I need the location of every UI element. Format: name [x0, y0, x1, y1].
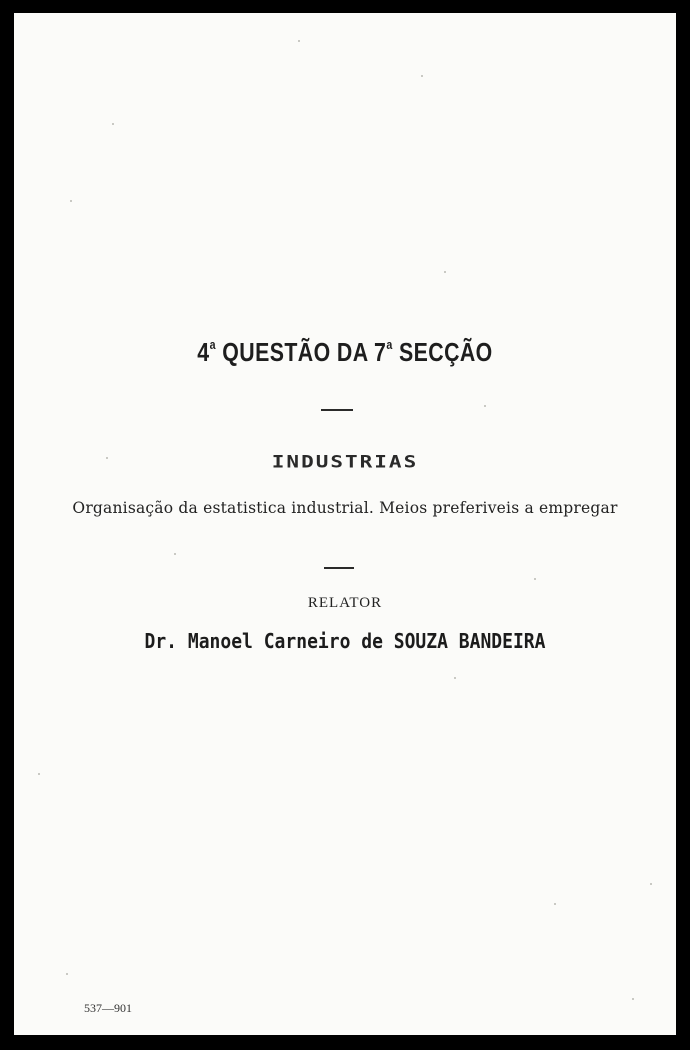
divider-rule [321, 409, 353, 411]
paper-speck [70, 200, 72, 202]
paper-speck [554, 903, 556, 905]
paper-speck [632, 998, 634, 1000]
section-heading: INDUSTRIAS [271, 452, 419, 472]
section-subtitle: Organisação da estatistica industrial. Meios preferiveis a empregar [72, 499, 618, 517]
paper-speck [444, 271, 446, 273]
document-title [74, 337, 617, 368]
document-page [14, 13, 676, 1035]
paper-speck [38, 773, 40, 775]
paper-speck [454, 677, 456, 679]
paper-speck [650, 883, 652, 885]
paper-speck [534, 578, 536, 580]
paper-speck [484, 405, 486, 407]
paper-speck [298, 40, 300, 42]
printer-signature-mark: 537—901 [84, 1001, 132, 1015]
title-mid: QUESTÃO DA 7 [222, 337, 387, 367]
title-tail: SECÇÃO [399, 337, 493, 367]
reporter-name: Dr. Manoel Carneiro de SOUZA BANDEIRA [144, 629, 546, 653]
divider-rule [324, 567, 354, 569]
paper-speck [421, 75, 423, 77]
title-section-suffix: a [386, 337, 393, 352]
title-number-suffix: a [209, 337, 216, 352]
title-number: 4 [197, 337, 210, 367]
paper-speck [66, 973, 68, 975]
paper-speck [112, 123, 114, 125]
reporter-role: RELATOR [307, 595, 383, 611]
paper-speck [174, 553, 176, 555]
